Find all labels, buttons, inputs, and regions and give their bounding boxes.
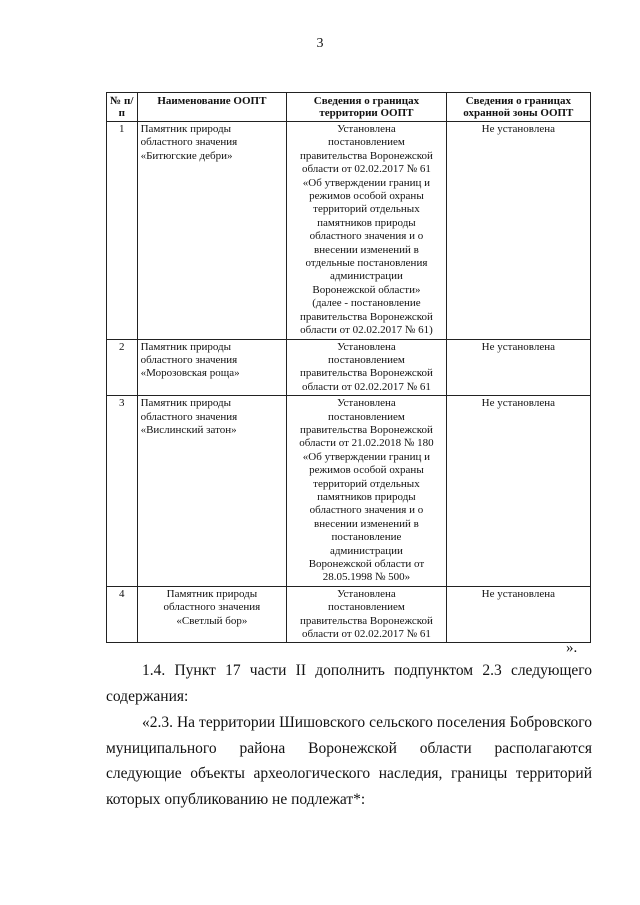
boundaries-line: территорий отдельных <box>313 477 420 490</box>
boundaries-line: Воронежской области» <box>312 283 421 296</box>
row-zone: Не установлена <box>446 586 590 643</box>
row-boundaries <box>287 396 446 587</box>
boundaries-line: Установлена <box>337 340 396 353</box>
name-line: «Светлый бор» <box>176 614 248 627</box>
boundaries-line: области от 02.02.2017 № 61 <box>301 380 431 393</box>
boundaries-line: постановлением <box>328 601 405 614</box>
row-zone: Не установлена <box>446 122 590 340</box>
table-closing-quote: ». <box>566 640 578 656</box>
row-name <box>137 339 287 396</box>
row-name <box>137 122 287 340</box>
name-line: «Вислинский затон» <box>140 423 237 436</box>
boundaries-line: (далее - постановление <box>312 297 421 310</box>
row-num: 1 <box>107 122 138 340</box>
name-line: Памятник природы <box>140 397 232 410</box>
boundaries-line: области от 02.02.2017 № 61 <box>301 628 431 641</box>
name-line: областного значения <box>140 410 238 423</box>
boundaries-line: правительства Воронежской <box>299 149 433 162</box>
header-zone: Сведения о границах охранной зоны ООПТ <box>446 93 590 122</box>
boundaries-line: области от 02.02.2017 № 61) <box>300 324 433 337</box>
boundaries-line: постановлением <box>328 410 405 423</box>
table-row <box>107 339 591 396</box>
row-zone: Не установлена <box>446 339 590 396</box>
name-line: «Битюгские дебри» <box>140 149 233 162</box>
boundaries-line: «Об утверждении границ и <box>302 450 431 463</box>
boundaries-line: режимов особой охраны <box>309 190 424 203</box>
boundaries-line: памятников природы <box>317 216 416 229</box>
row-name <box>137 396 287 587</box>
page-number: 3 <box>316 36 324 51</box>
name-line: областного значения <box>140 353 238 366</box>
boundaries-line: правительства Воронежской <box>299 310 433 323</box>
row-boundaries <box>287 339 446 396</box>
row-num: 3 <box>107 396 138 587</box>
table-row <box>107 122 591 340</box>
boundaries-line: Воронежской области от <box>308 558 425 570</box>
row-name <box>137 586 287 643</box>
paragraph-subclause: «2.3. На территории Шишовского сельского поселения Бобровского муниципального района Воронежской области располагаются следующие объекты археологического наследия, границы территорий которых опубликованию не подлежат*: <box>106 714 592 808</box>
header-boundaries: Сведения о границах территории ООПТ <box>287 93 446 122</box>
body-text <box>106 658 592 812</box>
boundaries-line: внесении изменений в <box>314 243 419 256</box>
boundaries-line: администрации <box>329 544 403 557</box>
boundaries-line: 28.05.1998 № 500» <box>322 571 411 584</box>
boundaries-line: отдельные постановления <box>305 257 428 270</box>
boundaries-line: «Об утверждении границ и <box>302 176 431 189</box>
boundaries-line: памятников природы <box>317 490 416 503</box>
boundaries-line: областного значения и о <box>309 230 424 243</box>
row-boundaries <box>287 586 446 643</box>
name-line: Памятник природы <box>166 587 258 600</box>
boundaries-line: Установлена <box>337 123 396 135</box>
boundaries-line: Установлена <box>337 397 396 410</box>
name-line: Памятник природы <box>140 123 232 135</box>
boundaries-line: областного значения и о <box>309 504 424 517</box>
name-line: Памятник природы <box>140 340 232 353</box>
header-name: Наименование ООПТ <box>137 93 287 122</box>
row-num: 4 <box>107 586 138 643</box>
boundaries-line: Установлена <box>337 587 396 600</box>
boundaries-line: постановлением <box>328 353 405 366</box>
name-line: областного значения <box>163 601 261 614</box>
boundaries-line: администрации <box>329 270 403 283</box>
header-num: № п/п <box>107 93 138 122</box>
boundaries-line: режимов особой охраны <box>309 464 424 477</box>
row-num: 2 <box>107 339 138 396</box>
table-header-row <box>107 93 591 122</box>
boundaries-line: постановлением <box>328 136 405 149</box>
boundaries-line: области от 02.02.2017 № 61 <box>301 163 431 176</box>
boundaries-line: правительства Воронежской <box>299 423 433 436</box>
boundaries-line: правительства Воронежской <box>299 614 433 627</box>
name-line: «Морозовская роща» <box>140 367 240 380</box>
boundaries-line: области от 21.02.2018 № 180 <box>299 437 434 450</box>
boundaries-line: постановление <box>331 531 402 544</box>
row-zone: Не установлена <box>446 396 590 587</box>
boundaries-line: территорий отдельных <box>313 203 420 216</box>
table-row <box>107 586 591 643</box>
table-body <box>107 122 591 643</box>
name-line: областного значения <box>140 136 238 149</box>
paragraph-amendment: 1.4. Пункт 17 части II дополнить подпунктом 2.3 следующего содержания: <box>106 662 592 705</box>
table-row <box>107 396 591 587</box>
boundaries-line: правительства Воронежской <box>299 367 433 380</box>
boundaries-line: внесении изменений в <box>314 517 419 530</box>
oopt-table <box>106 92 591 643</box>
row-boundaries <box>287 122 446 340</box>
